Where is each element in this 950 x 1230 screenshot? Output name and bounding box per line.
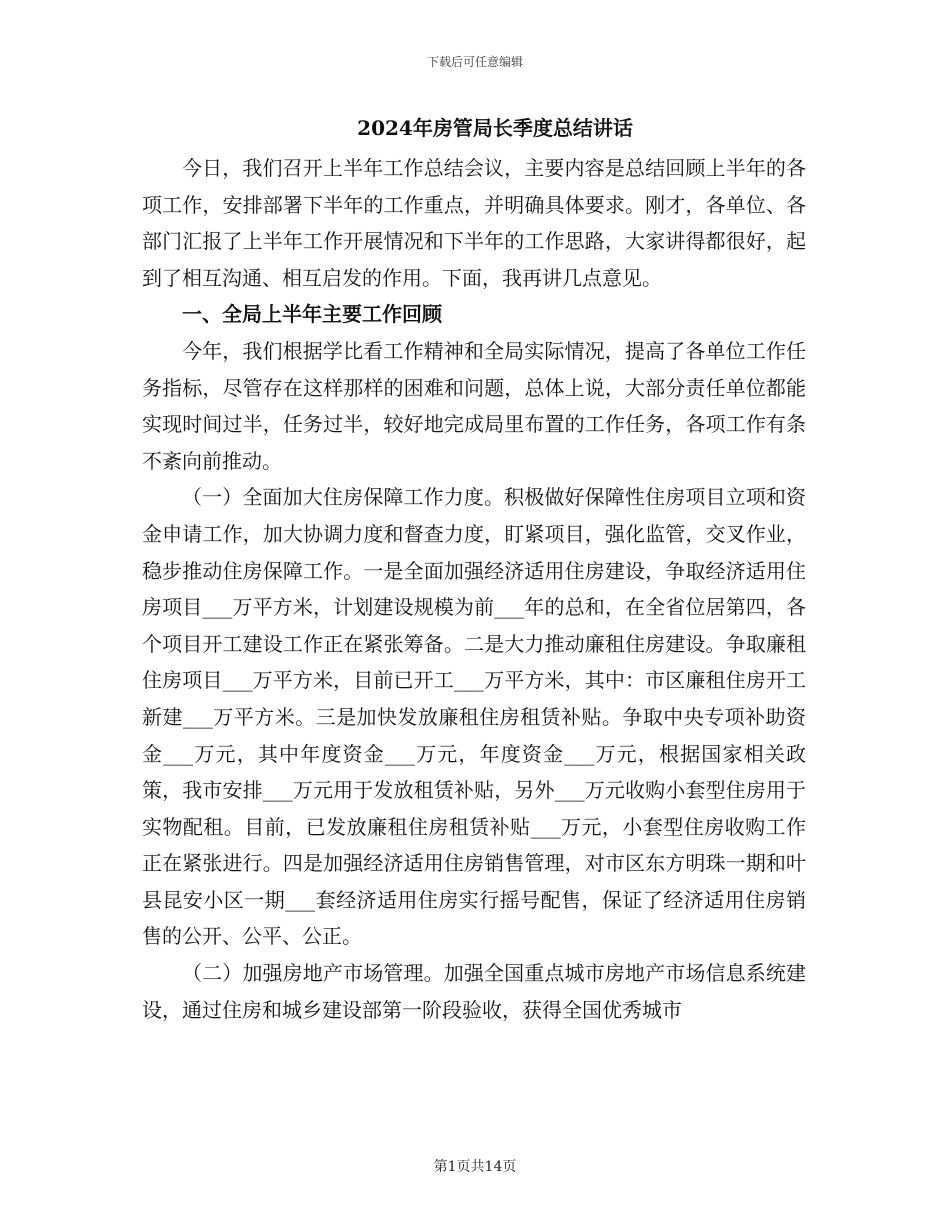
header-note: 下载后可任意编辑	[426, 55, 523, 69]
intro-paragraph: 今日，我们召开上半年工作总结会议，主要内容是总结回顾上半年的各项工作，安排部署下半年的工作重点，并明确具体要求。刚才，各单位、各部门汇报了上半年工作开展情况和下半年的工作思路，大家讲得都很好，起到了相互沟通、相互启发的作用。下面，我再讲几点意见。	[142, 156, 806, 290]
item-1-paragraph: （一）全面加大住房保障工作力度。积极做好保障性住房项目立项和资金申请工作，加大协调力度和督查力度，盯紧项目，强化监管，交叉作业，稳步推动住房保障工作。一是全面加强经济适用住房建设，争取经济适用住房项目___万平方米，计划建设规模为前___年的总和，在全省位居第四，各个项目开工建设工作正在紧张筹备。二是大力推动廉租住房建设。争取廉租住房项目___万平方米，目前已开工___万平方米，其中：市区廉租住房开工新建___万平方米。三是加快发放廉租住房租赁补贴。争取中央专项补助资金___万元，其中年度资金___万元，年度资金___万元，根据国家相关政策，我市安排___万元用于发放租赁补贴，另外___万元收购小套型住房用于实物配租。目前，已发放廉租住房租赁补贴___万元，小套型住房收购工作正在紧张进行。四是加强经济适用住房销售管理，对市区东方明珠一期和叶县昆安小区一期___套经济适用住房实行摇号配售，保证了经济适用住房销售的公开、公平、公正。	[142, 485, 806, 949]
section-heading-1: 一、全局上半年主要工作回顾	[182, 302, 442, 327]
section1-paragraph: 今年，我们根据学比看工作精神和全局实际情况，提高了各单位工作任务指标，尽管存在这样那样的困难和问题，总体上说，大部分责任单位都能实现时间过半，任务过半，较好地完成局里布置的工作任务，各项工作有条不紊向前推动。	[142, 338, 806, 473]
page-footer: 第1页共14页	[433, 1159, 517, 1175]
document-body	[142, 150, 806, 1028]
document-title: 2024年房管局长季度总结讲话	[357, 116, 633, 140]
item-2-paragraph: （二）加强房地产市场管理。加强全国重点城市房地产市场信息系统建设，通过住房和城乡建设部第一阶段验收，获得全国优秀城市	[142, 961, 806, 1022]
